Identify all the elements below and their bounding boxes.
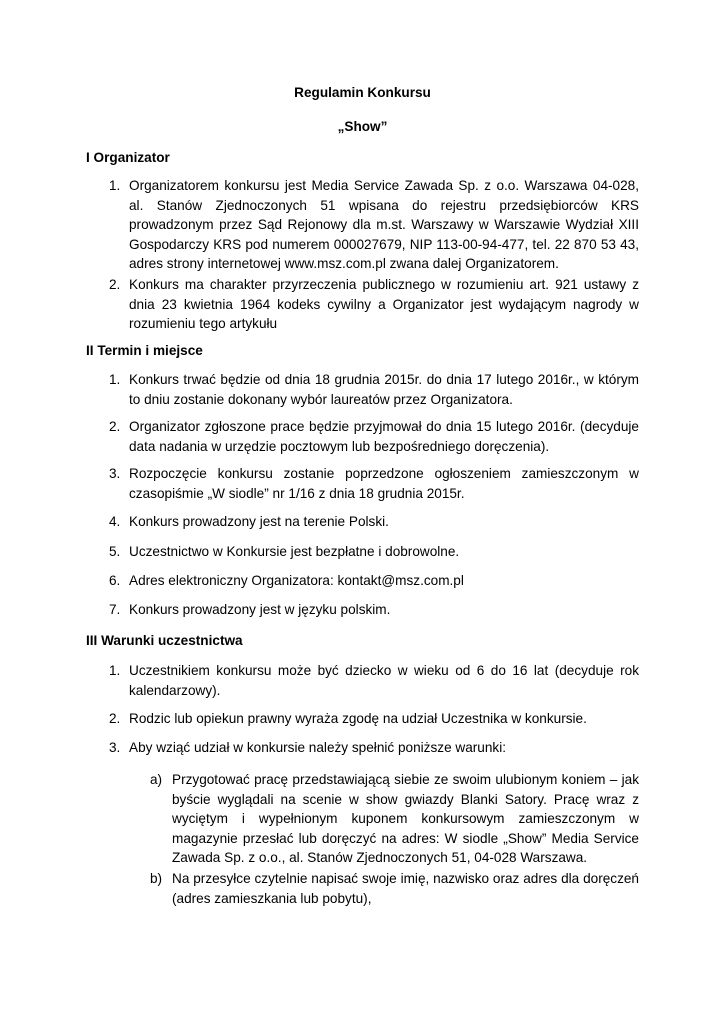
sub-list-item (150, 869, 639, 908)
list-item-text: Konkurs prowadzony jest w języku polskim. (129, 602, 391, 617)
list-item-number: 1. (109, 178, 121, 193)
list-item (109, 571, 639, 591)
list-item-number: 1. (109, 663, 121, 678)
list-item-number: 4. (109, 514, 121, 529)
list-item-number: 2. (109, 711, 121, 726)
list-item-text: Uczestnikiem konkursu może być dziecko w wieku od 6 do 16 lat (decyduje rok kalendarzowy). (129, 663, 639, 698)
list-item (109, 738, 639, 758)
list-item-text: Organizatorem konkursu jest Media Service Zawada Sp. z o.o. Warszawa 04-028, al. Stanów Zjednoczonych 51 wpisana do rejestru przedsiębiorców KRS prowadzonym przez Sąd Rejonowy dla m.st. Warszawy w Warszawie Wydział XIII Gospodarczy KRS pod numerem 000027679, NIP 113-00-94-477, tel. 22 870 53 43, adres strony internetowej www.msz.com.pl zwana dalej Organizatorem. (129, 178, 639, 271)
list-item-text: Konkurs trwać będzie od dnia 18 grudnia 2015r. do dnia 17 lutego 2016r., w którym to dniu zostanie dokonany wybór laureatów przez Organizatora. (129, 372, 639, 407)
list-item-text: Rozpoczęcie konkursu zostanie poprzedzone ogłoszeniem zamieszczonym w czasopiśmie „W siodle” nr 1/16 z dnia 18 grudnia 2015r. (129, 466, 639, 501)
list-item (109, 600, 639, 620)
sub-list-item-letter: b) (150, 871, 163, 886)
list-item (109, 709, 639, 729)
list-item-number: 2. (109, 419, 121, 434)
section-heading-warunki: III Warunki uczestnictwa (86, 633, 243, 648)
document-title: Regulamin Konkursu (294, 85, 431, 100)
list-item-number: 1. (109, 372, 121, 387)
list-item-text: Konkurs ma charakter przyrzeczenia publicznego w rozumieniu art. 921 ustawy z dnia 23 kwietnia 1964 kodeks cywilny a Organizator jest wydającym nagrody w rozumieniu tego artykułu (129, 277, 639, 331)
list-item (109, 542, 639, 562)
section-heading-organizator: I Organizator (86, 150, 170, 165)
sub-list-item-letter: a) (150, 772, 163, 787)
list-item (109, 661, 639, 700)
list-item-text: Konkurs prowadzony jest na terenie Polski. (129, 514, 389, 529)
section-heading-termin: II Termin i miejsce (86, 343, 203, 358)
list-item (109, 417, 639, 456)
list-item-number: 7. (109, 602, 121, 617)
list-item-number: 3. (109, 466, 121, 481)
list-item-text: Uczestnictwo w Konkursie jest bezpłatne i dobrowolne. (129, 544, 460, 559)
list-item-number: 2. (109, 277, 121, 292)
list-item-text: Organizator zgłoszone prace będzie przyjmował do dnia 15 lutego 2016r. (decyduje data nadania w urzędzie pocztowym lub bezpośredniego doręczenia). (129, 419, 639, 454)
sub-list-item (150, 770, 639, 868)
list-item (109, 370, 639, 409)
list-item (109, 275, 639, 334)
list-item-text: Rodzic lub opiekun prawny wyraża zgodę na udział Uczestnika w konkursie. (129, 711, 587, 726)
list-item-text: Aby wziąć udział w konkursie należy spełnić poniższe warunki: (129, 740, 507, 755)
list-item-number: 5. (109, 544, 121, 559)
sub-list-item-text: Przygotować pracę przedstawiającą siebie ze swoim ulubionym koniem – jak byście wyglądali na scenie w show gwiazdy Blanki Satory. Pracę wraz z wyciętym i wypełnionym kuponem konkursowym zamieszczonym w magazynie przesłać lub doręczyć na adres: W siodle „Show” Media Service Zawada Sp. z o.o., al. Stanów Zjednoczonych 51, 04-028 Warszawa. (172, 772, 639, 865)
sub-list-item-text: Na przesyłce czytelnie napisać swoje imię, nazwisko oraz adres dla doręczeń (adres zamieszkania lub pobytu), (172, 871, 639, 906)
document-subtitle: „Show” (337, 119, 388, 134)
list-item-text: Adres elektroniczny Organizatora: kontakt@msz.com.pl (129, 573, 464, 588)
list-item-number: 6. (109, 573, 121, 588)
list-item (109, 512, 639, 532)
list-item (109, 464, 639, 503)
list-item (109, 176, 639, 274)
list-item-number: 3. (109, 740, 121, 755)
